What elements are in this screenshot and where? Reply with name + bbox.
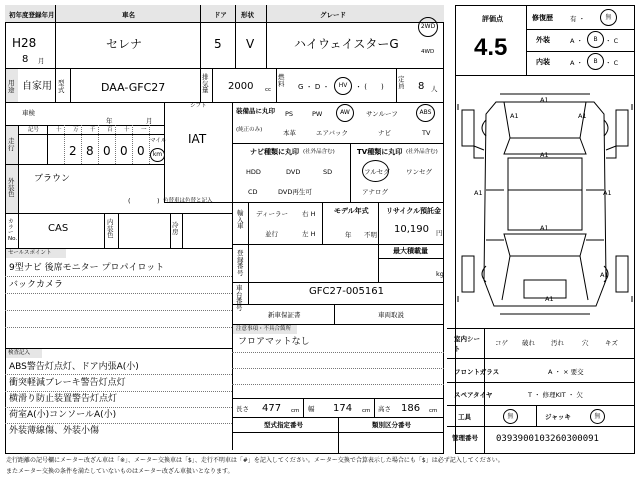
max-load-label: 最大積載量 <box>393 247 428 255</box>
seat-label: 室内シート <box>454 335 480 353</box>
height-unit: cm <box>429 408 438 414</box>
mileage-label: 走行 <box>8 137 15 152</box>
row-divider <box>5 423 232 424</box>
exterior-grade-c: ・ C <box>605 37 619 45</box>
fuel-options-left: G ・ D ・ <box>298 83 330 91</box>
exterior-paren: ( <box>128 197 131 205</box>
row-divider <box>447 328 635 329</box>
jack-label: ジャッキ <box>545 413 571 421</box>
divider <box>132 125 133 164</box>
mileage-head-hyaku: 百 <box>107 127 113 133</box>
divider <box>55 5 56 68</box>
damage-mark: A1 <box>510 112 519 120</box>
equip-abs-circle: ABS <box>416 104 435 122</box>
repair-label: 修復歴 <box>532 14 553 22</box>
equip-ps: PS <box>285 110 294 118</box>
use-value: 自家用 <box>22 81 52 92</box>
interior-color-label: 内装色 <box>107 218 114 239</box>
model-year-year: 年 <box>345 231 352 239</box>
displacement-label: 排気量 <box>202 73 209 94</box>
model-label: 型式 <box>58 79 65 94</box>
length-value: 477 <box>262 403 282 414</box>
divider <box>18 125 19 164</box>
divider <box>115 125 116 164</box>
divider <box>98 125 99 164</box>
reg-month: 8 <box>22 54 29 65</box>
drive-2wd-circle: 2WD <box>418 17 438 37</box>
tv-title: TV種類に丸印 <box>357 148 403 156</box>
row-divider <box>5 374 232 375</box>
owner-manual: 車両取説 <box>378 311 404 319</box>
mileage-unit-mile: マイル <box>150 138 167 144</box>
month-unit: 月 <box>38 57 45 65</box>
navi-dvd-play: DVD再生可 <box>278 188 312 196</box>
divider <box>374 398 375 417</box>
exterior-grade-b-circle: B <box>587 31 604 48</box>
exterior-note: 色替車は色替と記入 <box>163 198 213 204</box>
equip-pw: PW <box>312 110 323 118</box>
interior-grade-c: ・ C <box>605 59 619 67</box>
divider <box>276 68 277 102</box>
score-value: 4.5 <box>474 34 508 61</box>
tv-oneseg: ワンセグ <box>406 168 432 176</box>
navi-title: ナビ種類に丸印 <box>250 148 299 156</box>
row-divider <box>232 398 444 399</box>
shape-value: V <box>246 37 255 51</box>
drive-4wd: 4WD <box>421 49 435 55</box>
import-dealer: ディーラー <box>256 210 288 218</box>
note-line: 衝突軽減ブレーキ警告灯点灯 <box>9 378 126 388</box>
equip-leather: 本革 <box>283 129 296 137</box>
row-divider <box>5 102 444 103</box>
grade-value: ハイウェイスターG <box>294 37 399 51</box>
shift-value: IAT <box>188 132 207 146</box>
divider <box>350 143 351 202</box>
import-left: 左 H <box>302 230 316 238</box>
spare-label: スペアタイヤ <box>454 391 493 399</box>
mileage-digit: 8 <box>86 144 94 158</box>
model-year-label: モデル年式 <box>334 207 369 215</box>
note-line: ABS警告灯点灯、ドア内張A(小) <box>9 362 139 372</box>
mileage-head-ju: 十 <box>124 127 130 133</box>
max-load-unit: kg <box>436 270 444 278</box>
chassis-value: GFC27-005161 <box>309 286 384 297</box>
footer-line1: 走行距離の記号欄にメーター改ざん車は「※」、メーター交換車は「$」、走行不明車は「#」を記入してください。メーター交換で合算表示した場合にも「$」は必ず記入してください。 <box>6 457 504 464</box>
mileage-km-circle: km <box>150 148 165 162</box>
navi-title-sub: (社外品含む) <box>303 149 335 155</box>
type-designation-label: 型式指定番号 <box>264 421 303 429</box>
divider <box>378 244 379 282</box>
fuel-label: 燃料 <box>278 73 285 88</box>
mileage-head-ichi: 一 <box>141 127 147 133</box>
divider <box>70 68 71 102</box>
doors-label: ドア <box>214 11 227 19</box>
length-unit: cm <box>291 408 300 414</box>
divider <box>248 244 249 282</box>
divider <box>378 202 379 244</box>
grade-label: グレード <box>320 11 346 19</box>
row-divider <box>526 51 635 52</box>
divider <box>182 213 183 248</box>
exterior-grade-a: A ・ <box>570 37 584 45</box>
displacement-unit: cc <box>265 87 272 93</box>
color-value: CAS <box>48 223 69 234</box>
exterior-grade-label: 外装 <box>536 36 550 44</box>
import-parallel: 並行 <box>265 230 278 238</box>
spare-options: T ・ 修理KIT ・ 欠 <box>528 391 583 399</box>
car-damage-diagram <box>456 80 634 325</box>
damage-mark: A1 <box>540 151 549 159</box>
equip-aw-circle: AW <box>336 104 354 122</box>
divider <box>526 5 527 75</box>
sales-points-label: セールスポイント <box>8 250 52 256</box>
fuel-options-right: ・ ( ) <box>355 83 384 91</box>
interior-grade-b-circle: B <box>587 53 604 70</box>
row-divider <box>5 125 164 126</box>
row-divider <box>232 304 444 305</box>
car-name: セレナ <box>106 37 143 51</box>
equipment-sub: (純正のみ) <box>236 127 263 133</box>
equipment-label: 装備品に丸印 <box>236 107 275 115</box>
navi-sd: SD <box>323 168 333 176</box>
reg-num-label: 登録番号 <box>237 249 244 277</box>
footer-line2: またメーター交換の条件を満たしていないものはメーター改ざん車扱いとなります。 <box>6 468 234 475</box>
row-divider <box>5 164 164 165</box>
divider <box>170 213 171 248</box>
mileage-digit: 0 <box>103 144 111 158</box>
seat-option: 穴 <box>582 339 589 347</box>
row-divider <box>232 282 444 283</box>
row-divider <box>18 134 164 135</box>
damage-mark: A1 <box>540 96 549 104</box>
capacity-unit: 人 <box>431 85 438 93</box>
divider <box>47 125 48 164</box>
exterior-value: ブラウン <box>34 174 71 184</box>
interior-grade-a: A ・ <box>570 59 584 67</box>
tv-title-sub: (社外品含む) <box>406 149 438 155</box>
divider <box>212 68 213 102</box>
width-value: 174 <box>333 403 353 414</box>
displacement-value: 2000 <box>228 81 254 92</box>
divider <box>200 5 201 68</box>
row-divider <box>447 426 635 427</box>
inspection-label: 車検 <box>22 109 35 117</box>
reg-year-label: 初年度登録年月 <box>9 11 55 19</box>
mileage-head-10k: 十 <box>56 127 62 133</box>
row-divider <box>455 75 635 76</box>
width-unit: cm <box>362 408 371 414</box>
use-label: 用途 <box>8 79 15 94</box>
divider <box>303 398 304 417</box>
tool-none-circle: 無 <box>503 409 518 424</box>
repair-option-yes: 有 ・ <box>570 15 586 23</box>
divider <box>18 213 19 248</box>
mgmt-value: 0393900103260300091 <box>496 434 599 444</box>
mileage-digit: 0 <box>120 144 128 158</box>
exterior-paren-close: ) <box>157 197 160 205</box>
divider <box>248 282 249 304</box>
divider <box>235 5 236 68</box>
equip-sunroof: サンルーフ <box>366 110 398 118</box>
interior-grade-label: 内装 <box>536 58 550 66</box>
divider <box>484 328 485 426</box>
divider <box>18 164 19 213</box>
damage-mark: A1 <box>545 295 554 303</box>
seat-option: キズ <box>605 339 618 347</box>
ac-label: 冷房 <box>172 221 179 236</box>
damage-mark: A1 <box>540 224 549 232</box>
mileage-head-sign: 記号 <box>28 127 40 133</box>
notice-label: 注意事項・不具合箇所 <box>236 326 292 332</box>
reg-era: H28 <box>12 36 37 50</box>
tv-analog: アナログ <box>362 188 388 196</box>
seat-option: 汚れ <box>551 339 564 347</box>
mileage-head-sen: 千 <box>90 127 96 133</box>
divider <box>322 202 323 244</box>
recycle-label: リサイクル預託金 <box>386 207 442 215</box>
model-year-unknown: 不明 <box>364 231 377 239</box>
row-divider <box>5 276 232 277</box>
seat-option: 破れ <box>522 339 535 347</box>
row-divider <box>232 432 444 433</box>
divider <box>248 202 249 244</box>
import-right: 右 H <box>302 210 316 218</box>
row-divider <box>447 405 635 406</box>
width-label: 幅 <box>308 405 315 413</box>
row-divider <box>164 202 444 203</box>
divider <box>200 68 201 102</box>
sales-point-line: 9型ナビ 後席モニター プロパイロット <box>9 263 165 273</box>
equip-airbag: エアバック <box>316 129 348 137</box>
divider <box>55 68 56 102</box>
score-label: 評価点 <box>482 15 503 23</box>
row-divider <box>232 384 444 385</box>
divider <box>536 405 537 426</box>
divider <box>81 125 82 164</box>
inspection-year-label: 年 <box>106 117 113 125</box>
equip-tv: TV <box>422 129 431 137</box>
height-value: 186 <box>401 403 421 414</box>
note-line: 外装薄線傷、外装小傷 <box>9 426 100 436</box>
exterior-label: 外装色 <box>8 177 15 198</box>
length-label: 長さ <box>236 405 249 413</box>
row-divider <box>5 327 232 328</box>
mileage-digit: 0 <box>137 144 145 158</box>
height-label: 高さ <box>378 405 391 413</box>
row-divider <box>5 391 232 392</box>
fuel-hv-circle: HV <box>334 77 352 95</box>
tool-label: 工具 <box>458 413 471 421</box>
row-divider <box>232 368 444 369</box>
mgmt-label: 管理番号 <box>452 434 478 442</box>
row-divider <box>526 29 635 30</box>
mileage-digit: 2 <box>69 144 77 158</box>
glass-label: フロントガラス <box>454 368 500 376</box>
car-name-label: 車名 <box>122 11 135 19</box>
equip-navi: ナビ <box>378 129 391 137</box>
notice-value: フロアマットなし <box>238 337 310 347</box>
row-divider <box>232 352 444 353</box>
navi-hdd: HDD <box>246 168 261 176</box>
capacity-label: 定員 <box>398 75 405 90</box>
note-line: 横滑り防止装置警告灯点灯 <box>9 394 118 404</box>
import-label: 輸入車 <box>237 209 244 230</box>
category-number-label: 類別区分番号 <box>372 421 411 429</box>
jack-none-circle: 無 <box>590 409 605 424</box>
doors-value: 5 <box>214 37 222 51</box>
glass-options: A ・ × 要交 <box>548 368 584 376</box>
inspection-month-label: 月 <box>146 117 153 125</box>
row-divider <box>447 358 635 359</box>
row-divider <box>447 382 635 383</box>
model-value: DAA-GFC27 <box>101 81 166 94</box>
row-divider <box>232 244 444 245</box>
shift-label: シフト <box>190 103 207 109</box>
damage-mark: A1 <box>578 112 587 120</box>
note-line: 荷室A(小)コンソールA(小) <box>9 410 117 420</box>
row-divider <box>232 143 444 144</box>
divider <box>338 417 339 454</box>
notes-label: 検査記入 <box>8 350 31 356</box>
row-divider <box>5 310 232 311</box>
divider <box>64 125 65 164</box>
capacity-value: 8 <box>418 81 425 92</box>
navi-cd: CD <box>248 188 258 196</box>
sales-point-line: バックカメラ <box>9 280 64 290</box>
row-divider <box>5 407 232 408</box>
seat-option: コゲ <box>495 339 508 347</box>
divider <box>334 304 335 324</box>
divider <box>118 213 119 248</box>
new-car-warranty: 新車保証書 <box>268 311 301 319</box>
damage-mark: A1 <box>474 189 483 197</box>
navi-dvd: DVD <box>286 168 301 176</box>
row-divider <box>5 293 232 294</box>
damage-mark: A1 <box>600 271 609 279</box>
recycle-unit: 円 <box>436 229 443 237</box>
divider <box>484 426 485 454</box>
row-divider <box>378 258 444 259</box>
mileage-head-man: 万 <box>73 127 79 133</box>
divider <box>266 5 267 68</box>
repair-none-circle: 無 <box>600 9 617 26</box>
divider <box>396 68 397 102</box>
recycle-value: 10,190 <box>394 224 429 235</box>
damage-mark: A1 <box>603 189 612 197</box>
divider <box>104 213 105 248</box>
color-label: カラーNo. <box>8 219 18 242</box>
tv-fullseg: フルセグ <box>364 168 390 176</box>
chassis-label: 車台番号 <box>236 284 243 312</box>
shape-label: 形状 <box>241 11 254 19</box>
